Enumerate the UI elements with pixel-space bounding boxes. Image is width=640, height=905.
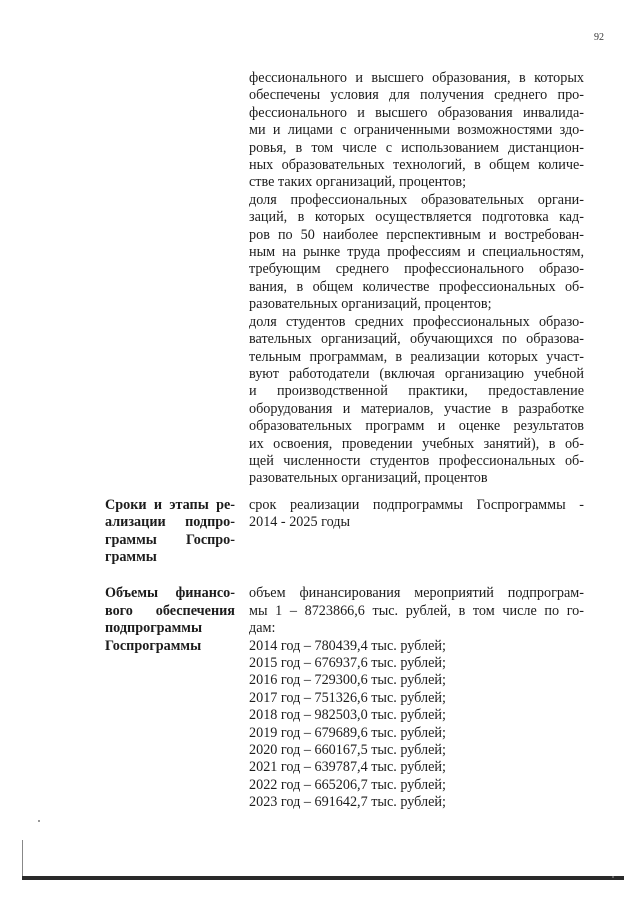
financing-row — [105, 585, 590, 811]
page-number: 92 — [594, 32, 604, 43]
financing-year-line: 2016 год – 729300,6 тыс. рублей; — [249, 672, 446, 689]
financing-year-line: 2023 год – 691642,7 тыс. рублей; — [249, 794, 446, 811]
scan-bottom-border — [22, 876, 624, 880]
text-line: разовательных организаций, процентов; — [249, 296, 492, 313]
label-line: Госпрограммы — [105, 637, 202, 654]
text-line: тельным программам, в реализации которых участ- — [249, 348, 584, 365]
text-line: срок реализации подпрограммы Госпрограммы - — [249, 496, 584, 513]
text-line: доля профессиональных образовательных органи- — [249, 191, 584, 208]
financing-label-cell — [105, 585, 235, 655]
text-line: ных образовательных технологий, в общем количе- — [249, 157, 584, 174]
text-line: заций, в которых осуществляется подготовка кад- — [249, 209, 584, 226]
text-line: образовательных программ и оценке результатов — [249, 418, 584, 435]
financing-value-cell — [249, 585, 584, 811]
text-line: ров по 50 наиболее перспективным и востребован- — [249, 226, 584, 243]
financing-year-line: 2021 год – 639787,4 тыс. рублей; — [249, 759, 446, 776]
text-line: разовательных организаций, процентов — [249, 470, 488, 487]
scan-speck — [612, 876, 614, 878]
label-line: ализации подпро- — [105, 514, 235, 531]
text-line: дам: — [249, 620, 276, 637]
text-line: вуют работодатели (включая организацию учебной — [249, 365, 584, 382]
text-line: обеспечены условия для получения среднего про- — [249, 87, 584, 104]
text-line: ровья, в том числе с использованием дистанцион- — [249, 139, 584, 156]
text-line: ми и лицами с ограниченными возможностями здо- — [249, 122, 584, 139]
text-line: требующим среднего профессионального образо- — [249, 261, 584, 278]
text-line: 2014 - 2025 годы — [249, 514, 351, 531]
text-line: доля студентов средних профессиональных образо- — [249, 313, 584, 330]
text-line: вательных организаций, обучающихся по образова- — [249, 331, 584, 348]
text-line: ным на рынке труда профессиям и специальностям, — [249, 244, 584, 261]
text-line: и производственной практики, предоставление — [249, 383, 584, 400]
label-line: подпрограммы — [105, 620, 203, 637]
financing-year-line: 2018 год – 982503,0 тыс. рублей; — [249, 707, 446, 724]
label-line: граммы — [105, 548, 157, 565]
indicators-row — [105, 70, 590, 488]
financing-year-line: 2015 год – 676937,6 тыс. рублей; — [249, 655, 446, 671]
terms-row — [105, 497, 590, 567]
scan-speck — [38, 820, 40, 822]
document-body — [105, 70, 590, 812]
financing-year-line: 2014 год – 780439,4 тыс. рублей; — [249, 637, 446, 654]
terms-value-cell — [249, 497, 584, 532]
text-line: оборудования и материалов, участие в разработке — [249, 400, 584, 417]
label-line: Объемы финансо- — [105, 585, 235, 602]
financing-year-line: 2020 год – 660167,5 тыс. рублей; — [249, 742, 446, 759]
text-line: щей численности студентов профессиональных об- — [249, 452, 584, 469]
label-line: Сроки и этапы ре- — [105, 496, 235, 513]
text-line: вания, в общем количестве профессиональных об- — [249, 278, 584, 295]
text-line: стве таких организаций, процентов; — [249, 174, 467, 191]
label-line: граммы Госпро- — [105, 531, 235, 548]
label-line: вого обеспечения — [105, 602, 235, 619]
terms-label-cell — [105, 497, 235, 567]
text-line: мы 1 – 8723866,6 тыс. рублей, в том числе по го- — [249, 602, 584, 619]
financing-year-line: 2022 год – 665206,7 тыс. рублей; — [249, 776, 446, 793]
indicators-value-cell — [249, 70, 584, 488]
scan-edge-line — [22, 840, 23, 878]
text-line: фессионального и высшего образования, в которых — [249, 70, 584, 86]
text-line: их освоения, проведении учебных занятий), в об- — [249, 435, 584, 452]
text-line: фессионального и высшего образования инвалида- — [249, 104, 584, 121]
text-line: объем финансирования мероприятий подпрограм- — [249, 585, 584, 602]
financing-year-line: 2019 год – 679689,6 тыс. рублей; — [249, 724, 446, 741]
financing-year-line: 2017 год – 751326,6 тыс. рублей; — [249, 689, 446, 706]
